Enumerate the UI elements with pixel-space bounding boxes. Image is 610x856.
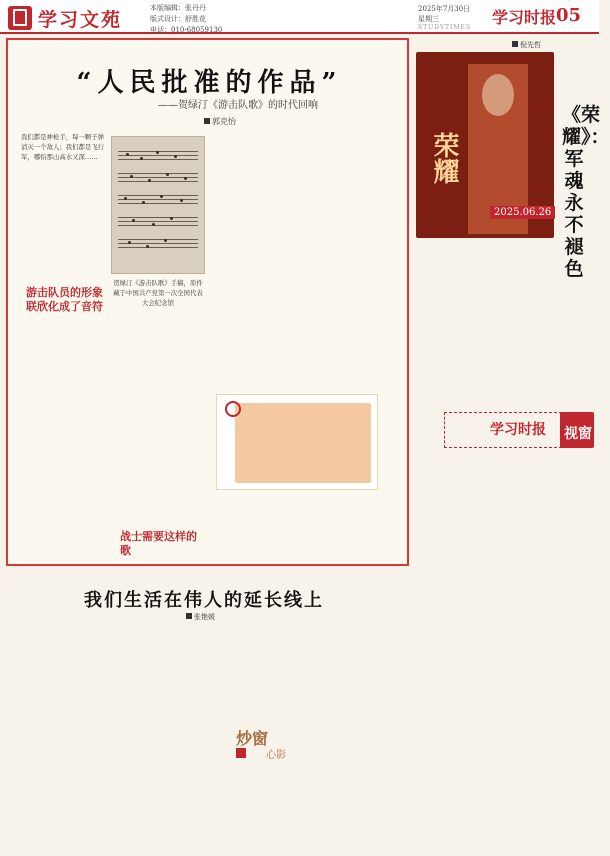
feature-title: “人民批准的作品” bbox=[76, 68, 343, 98]
wide-article-title: 我们生活在伟人的延长线上 bbox=[84, 590, 324, 611]
subhead-1: 游击队员的形象联欣化成了音符 bbox=[26, 286, 103, 313]
right-article-author: 倪先哲 bbox=[512, 40, 541, 50]
feature-column-1 bbox=[26, 322, 112, 560]
feature-subtitle: ——贺绿汀《游击队歌》的时代回响 bbox=[158, 100, 318, 111]
red-seal-icon bbox=[236, 748, 246, 758]
author-marker-icon bbox=[186, 613, 192, 619]
feature-column-4 bbox=[304, 136, 400, 386]
book-icon bbox=[8, 6, 32, 30]
paper-logo: 学习时报 bbox=[492, 8, 557, 27]
editor-info: 本版编辑：张丹丹 版式设计：舒胜花 电话：010-68059130 bbox=[150, 4, 223, 34]
movie-poster-image bbox=[416, 52, 554, 238]
section-title: 学习文苑 bbox=[38, 9, 123, 31]
feature-article bbox=[6, 38, 409, 566]
author-marker-icon bbox=[204, 118, 210, 124]
feature-column-2 bbox=[111, 308, 205, 558]
manuscript-caption: 贺绿汀《游击队歌》手稿，原件藏于中国共产党第一次全国代表大会纪念馆 bbox=[113, 279, 203, 307]
feature-author: 郭克怡 bbox=[204, 116, 236, 127]
seal-icon bbox=[225, 401, 241, 417]
page-number: 05 bbox=[556, 5, 582, 26]
right-article-title: 《荣耀》：军魂永不褪色 bbox=[562, 104, 610, 280]
brand-banner: 学习时报 bbox=[444, 412, 592, 448]
author-marker-icon bbox=[512, 41, 518, 47]
poster-title: 荣耀 bbox=[429, 132, 459, 184]
paper-english-name: STUDYTIMES bbox=[418, 24, 471, 31]
issue-weekday: 星期三 bbox=[418, 15, 439, 23]
column-badge: 视窗 bbox=[560, 412, 594, 448]
issue-date: 2025年7月30日 bbox=[418, 5, 471, 13]
wide-article-author: 张艳媛 bbox=[186, 612, 215, 622]
poem-excerpt: 我们都是神枪手，每一颗子弹消灭一个敌人；我们都是飞行军，哪怕那山高水又深…… bbox=[21, 133, 105, 161]
decorative-logo: 炒窗 心影 bbox=[236, 729, 286, 761]
poster-date: 2025.06.26 bbox=[490, 206, 555, 219]
subhead-2: 战士需要这样的歌 bbox=[120, 530, 197, 557]
manuscript-image bbox=[111, 136, 205, 274]
book-cover-image bbox=[216, 394, 378, 490]
feature-column-3 bbox=[214, 136, 300, 386]
page-header bbox=[0, 0, 599, 34]
